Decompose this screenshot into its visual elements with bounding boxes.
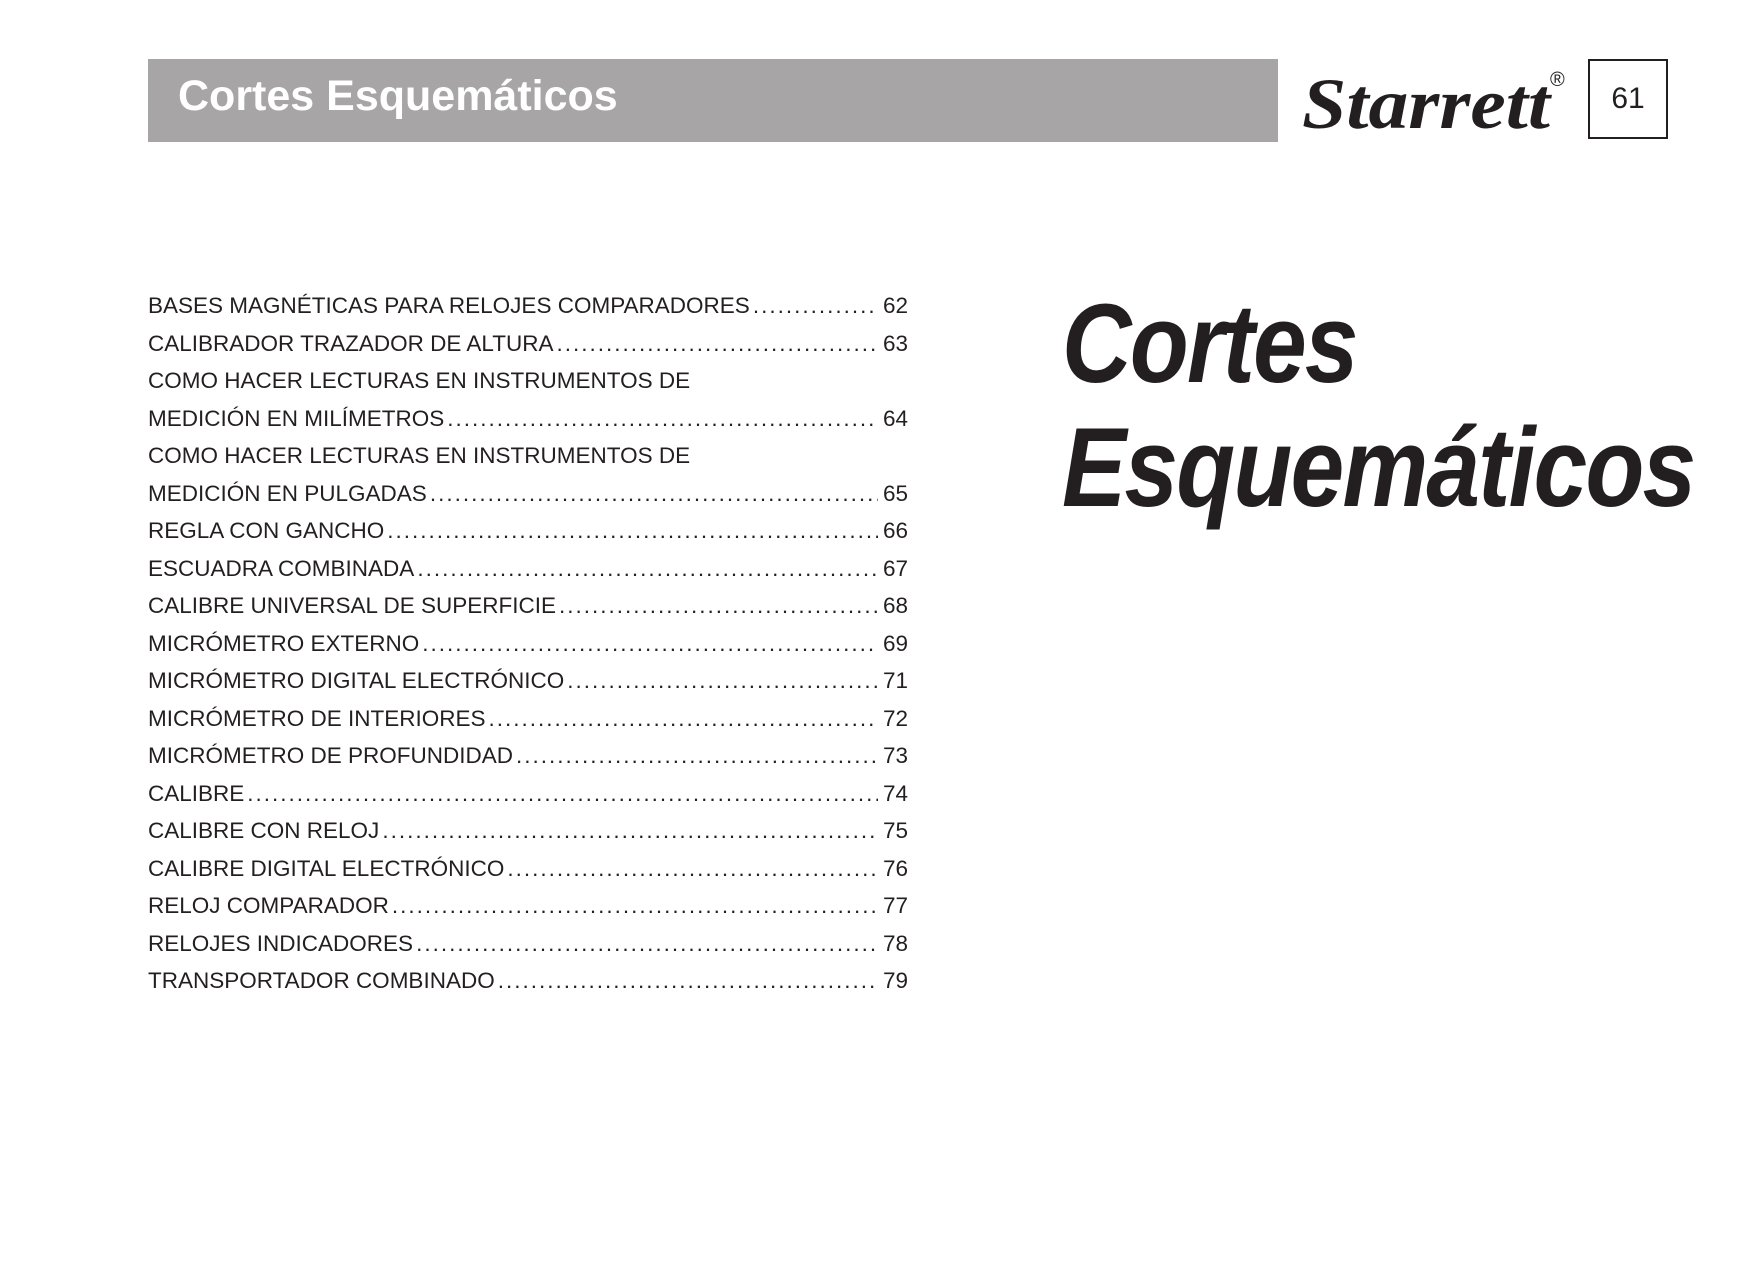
toc-entry-page: 68 (882, 593, 908, 618)
section-title (1062, 282, 1694, 530)
toc-entry-page: 69 (882, 630, 908, 656)
toc-entry[interactable] (148, 887, 908, 925)
toc-entry-title: MICRÓMETRO EXTERNO (148, 630, 420, 656)
toc-entry[interactable] (148, 812, 908, 850)
toc-entry-page: 63 (882, 330, 908, 356)
toc-leader-dots (498, 962, 878, 1000)
toc-entry-title: MICRÓMETRO DIGITAL ELECTRÓNICO (148, 668, 565, 693)
toc-entry-page: 72 (882, 705, 908, 731)
toc-leader-dots (557, 325, 878, 363)
toc-leader-dots (567, 662, 878, 700)
toc-entry[interactable] (148, 850, 908, 888)
section-title-line-2: Esquemáticos (1062, 405, 1695, 530)
toc-entry-title: ESCUADRA COMBINADA (148, 555, 415, 581)
toc-leader-dots (416, 925, 878, 963)
toc-leader-dots (753, 287, 878, 325)
toc-entry[interactable] (148, 287, 908, 325)
toc-entry-title: CALIBRADOR TRAZADOR DE ALTURA (148, 330, 554, 356)
svg-text:®: ® (1550, 69, 1565, 91)
toc-entry[interactable] (148, 325, 908, 363)
toc-leader-dots (430, 475, 878, 513)
toc-entry-title: CALIBRE CON RELOJ (148, 818, 380, 843)
toc-leader-dots (387, 512, 878, 550)
toc-entry[interactable] (148, 437, 908, 475)
toc-entry-title: BASES MAGNÉTICAS PARA RELOJES COMPARADORES (148, 293, 750, 318)
toc-leader-dots (417, 550, 878, 588)
toc-entry-title: CALIBRE DIGITAL ELECTRÓNICO (148, 855, 505, 881)
toc-entry[interactable] (148, 775, 908, 813)
toc-entry[interactable] (148, 362, 908, 400)
toc-entry-page: 65 (882, 480, 908, 506)
toc-entry[interactable] (148, 625, 908, 663)
toc-entry[interactable] (148, 662, 908, 700)
toc-entry-page: 66 (882, 518, 908, 543)
toc-entry[interactable] (148, 475, 908, 513)
toc-entry-page: 73 (882, 743, 908, 768)
toc-entry-title: CALIBRE UNIVERSAL DE SUPERFICIE (148, 593, 557, 618)
toc-entry[interactable] (148, 550, 908, 588)
toc-entry-page: 76 (882, 855, 908, 881)
toc-entry-page: 62 (882, 293, 908, 318)
toc-entry-title: CALIBRE (148, 780, 245, 806)
starrett-logo (1298, 56, 1570, 146)
toc-entry-title: REGLA CON GANCHO (148, 518, 385, 543)
page-number: 61 (1588, 59, 1668, 139)
toc-entry-title: COMO HACER LECTURAS EN INSTRUMENTOS DE (148, 368, 691, 393)
toc-entry-page: 79 (882, 968, 908, 993)
toc-leader-dots (507, 850, 878, 888)
toc-entry-page: 64 (882, 405, 908, 431)
toc-entry-title: MEDICIÓN EN MILÍMETROS (148, 405, 445, 431)
toc-entry-page: 74 (882, 780, 908, 806)
toc-entry[interactable] (148, 587, 908, 625)
toc-entry-title: MICRÓMETRO DE PROFUNDIDAD (148, 743, 513, 768)
svg-text:Starrett: Starrett (1302, 64, 1553, 144)
toc-leader-dots (489, 700, 878, 738)
toc-leader-dots (422, 625, 878, 663)
toc-leader-dots (247, 775, 878, 813)
toc-entry-page: 67 (882, 555, 908, 581)
toc-leader-dots (447, 400, 878, 438)
toc-entry[interactable] (148, 962, 908, 1000)
toc-entry[interactable] (148, 737, 908, 775)
toc-entry-title: COMO HACER LECTURAS EN INSTRUMENTOS DE (148, 443, 691, 468)
toc-entry-title: RELOJES INDICADORES (148, 930, 414, 956)
toc-leader-dots (516, 737, 878, 775)
toc-leader-dots (382, 812, 878, 850)
toc-leader-dots (559, 587, 878, 625)
toc-entry[interactable] (148, 925, 908, 963)
toc-entry[interactable] (148, 700, 908, 738)
toc-entry-title: MEDICIÓN EN PULGADAS (148, 480, 427, 506)
toc-entry-title: RELOJ COMPARADOR (148, 893, 389, 918)
toc-entry-page: 77 (882, 893, 908, 918)
section-title-line-1: Cortes (1062, 281, 1357, 406)
header-title: Cortes Esquemáticos (178, 72, 618, 120)
table-of-contents (148, 287, 908, 1000)
toc-entry[interactable] (148, 512, 908, 550)
toc-entry-title: MICRÓMETRO DE INTERIORES (148, 705, 486, 731)
toc-entry[interactable] (148, 400, 908, 438)
toc-leader-dots (392, 887, 878, 925)
toc-entry-title: TRANSPORTADOR COMBINADO (148, 968, 495, 993)
header-bar (148, 59, 1278, 142)
toc-entry-page: 75 (882, 818, 908, 843)
toc-entry-page: 71 (882, 668, 908, 693)
toc-entry-page: 78 (882, 930, 908, 956)
